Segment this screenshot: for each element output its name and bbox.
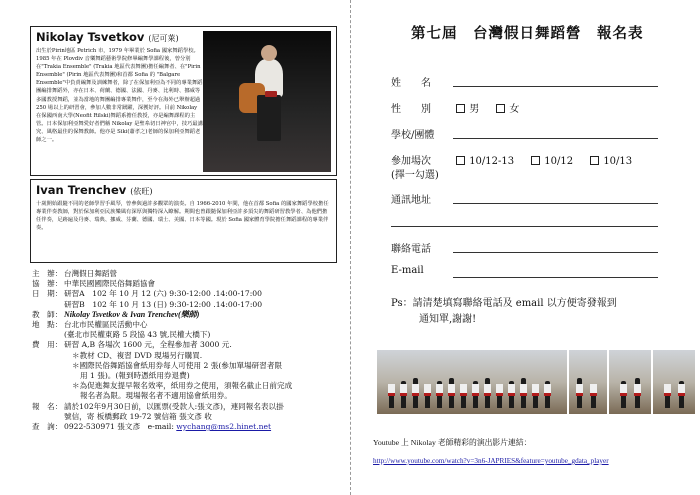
youtube-link[interactable]: http://www.youtube.com/watch?v=3n6-JAPRIES&feature=youtube_gdata_player <box>373 457 609 465</box>
checkbox-icon[interactable] <box>590 156 599 165</box>
gender-option-male[interactable]: 男 <box>456 100 479 115</box>
info-registration: 報 名： 請於102年9月30日前，以匯票(受款人:張文彥)，連同報名表以掛 <box>32 401 284 411</box>
performance-photo-strip <box>377 350 695 414</box>
address-input-line-2[interactable] <box>391 226 658 227</box>
session-field: 參加場次 10/12-13 10/12 10/13 <box>391 156 633 167</box>
dancer-sash <box>508 393 515 396</box>
info-fee-note: ＊為促進舞友提早報名效率，紙用券之使用，須報名截止日前完成 <box>72 381 293 391</box>
photo-divider <box>567 350 569 414</box>
phone-field: 聯絡電話 <box>391 244 431 255</box>
checkbox-icon[interactable] <box>531 156 540 165</box>
info-fee-note: 用 1 張)。(報到時憑紙用券退費) <box>80 371 190 381</box>
dancer-trousers <box>257 95 281 141</box>
info-fee-note: ＊國際民俗舞蹈協會紙用券每人可使用 2 張(參加單場研習者限 <box>72 360 283 370</box>
dancer-sash <box>412 393 419 396</box>
session-option-both[interactable]: 10/12-13 <box>456 156 514 167</box>
dancer-sash <box>664 393 671 396</box>
dancer-sash <box>678 393 685 396</box>
info-date: 日 期： 研習A 102 年 10 月 12 (六) 9:30-12:00 .14:00-17:00 <box>32 289 262 299</box>
event-info <box>32 269 344 432</box>
gender-field: 性 別 男 女 <box>391 100 533 115</box>
dancer-sash <box>436 393 443 396</box>
checkbox-icon[interactable] <box>456 156 465 165</box>
photo-divider <box>651 350 653 414</box>
email-input-line[interactable] <box>453 277 658 278</box>
dancer-sash <box>590 393 597 396</box>
dancer-sash <box>484 393 491 396</box>
info-registration-address: 號信，寄 板橋郵政 19-72 號信箱 張文彥 收 <box>64 411 212 421</box>
bio-box-ivan <box>30 179 337 263</box>
dancer-sash <box>496 393 503 396</box>
bio-name: Nikolay Tsvetkov (尼可萊) <box>36 30 179 44</box>
dancer-sash <box>620 393 627 396</box>
youtube-section <box>373 437 609 467</box>
dancer-sash <box>634 393 641 396</box>
info-teacher: 教 師： Nikolay Tsvetkov & Ivan Trenchev(樂師) <box>32 309 200 319</box>
photo-divider <box>607 350 609 414</box>
bio-text: 出生於Pirin地區 Petrich 市，1979 年畢業於 Sofia 國家舞蹈學校。1985 年在 Plovdiv 音樂舞蹈藝術學院修畢編舞學課程後，曾分別在"Trakia Ensemble" (Trakia 地區代表舞團)擔任編舞者、在"Pirin Ensemble" (Pirin 地區代表舞團)和首都 Sofia 的 "Balgare Ensemble"中負責編舞及訓練舞者，除了在保加利亞為不同的專業舞蹈團編排舞蹈外，亦在日本、荷蘭、德國、法國、丹麥、比利時、挪威等多國教授舞蹈，並為當地的舞團編排專業舞作，至今在海外已舉辦超過 250 場以上的研習會，參加人數非常踴躍，深獲好評。目前 Nikolay 在保國西南大學(Neofit Rilski)舞蹈系擔任教授，亦是編舞課程的主管。日本保加利亞舞愛好者們稱 Nikolay 是聖糸切日神官中，技巧最講究、風格最佳的保舞教師。他亦是 Siki(蕭孝之)老師的保加利亞舞蹈老師之一。 <box>36 48 203 144</box>
phone-input-line[interactable] <box>453 252 658 253</box>
info-venue: 地 點： 台北市民權區民活動中心 <box>32 320 148 330</box>
dancer-sash <box>460 393 467 396</box>
dancer-sash <box>544 393 551 396</box>
name-field: 姓 名 <box>391 78 431 89</box>
info-venue-address: (臺北市民權東路 5 段協 43 號,民權大橋下) <box>64 330 211 340</box>
school-input-line[interactable] <box>453 138 658 139</box>
form-title: 第七屆 台灣假日舞蹈營 報名表 <box>411 25 644 42</box>
bio-text: 十歲開始跟隨不同的老師學習手風琴，曾參與過許多觀眾的演奏。自 1966-2010 年間，他在首都 Sofia 的國家舞蹈學校擔任專業伴奏教師，對於保加利亞民族樂風有深厚與獨特深入瞭解。期間也曾跟隨保加利亞許多頂尖的舞蹈研習教學者、為他們擔任伴奏，足跡遍及丹麥、瑞典、挪威、芬蘭、德國、瑞士、美國、日本等國。現於 Sofia 國家體育學院擔任舞蹈課程的專業伴奏。 <box>36 201 329 232</box>
bio-box-nikolay <box>30 26 337 176</box>
info-fee-note: 報名者為限。現場報名者不適用協會紙用券。 <box>80 391 232 401</box>
dancer-photo <box>203 31 331 172</box>
session-option-1013[interactable]: 10/13 <box>590 156 632 167</box>
email-link[interactable]: wychang@ms2.hinet.net <box>176 422 272 432</box>
name-input-line[interactable] <box>453 86 658 87</box>
dancer-sash <box>400 393 407 396</box>
session-hint: (擇一勾選) <box>391 170 439 181</box>
dancer-sash <box>388 393 395 396</box>
checkbox-icon[interactable] <box>456 104 465 113</box>
dancer-sash <box>472 393 479 396</box>
info-contact: 查 詢： 0922-530971 張文彥 e-mail: wychang@ms2.hinet.net <box>32 422 272 432</box>
address-field: 通訊地址 <box>391 195 431 206</box>
gender-option-female[interactable]: 女 <box>496 100 519 115</box>
info-co-organizer: 協 辦： 中華民國國際民俗舞蹈協會 <box>32 279 156 289</box>
dancer-sash <box>265 91 277 97</box>
info-date-b: 研習B 102 年 10 月 13 (日) 9:30-12:00 .14:00-17:00 <box>64 299 263 309</box>
session-option-1012[interactable]: 10/12 <box>531 156 573 167</box>
registration-form-page <box>350 0 700 495</box>
info-organizer: 主 辦： 台灣假日舞蹈營 <box>32 269 118 278</box>
email-field: E-mail <box>391 265 424 276</box>
dancer-head <box>261 45 277 61</box>
checkbox-icon[interactable] <box>496 104 505 113</box>
form-note: Ps：請清楚填寫聯絡電話及 email 以方便寄發報到 通知單,謝謝! <box>391 298 617 325</box>
info-fee-note: ＊教材 CD、複習 DVD 現場另行購買. <box>72 350 203 360</box>
address-input-line[interactable] <box>453 203 658 204</box>
youtube-label: Youtube 上 Nikolay 老師精彩的演出影片連結： <box>373 438 532 447</box>
dancer-sash <box>520 393 527 396</box>
info-fee: 費 用： 研習 A,B 各場次 1600 元，全程參加者 3000 元. <box>32 340 232 350</box>
dancer-sash <box>576 393 583 396</box>
school-field: 學校/團體 <box>391 130 435 141</box>
dancer-sash <box>424 393 431 396</box>
dancer-sash <box>448 393 455 396</box>
bio-name: Ivan Trenchev (依旺) <box>36 183 153 197</box>
dancer-sash <box>532 393 539 396</box>
